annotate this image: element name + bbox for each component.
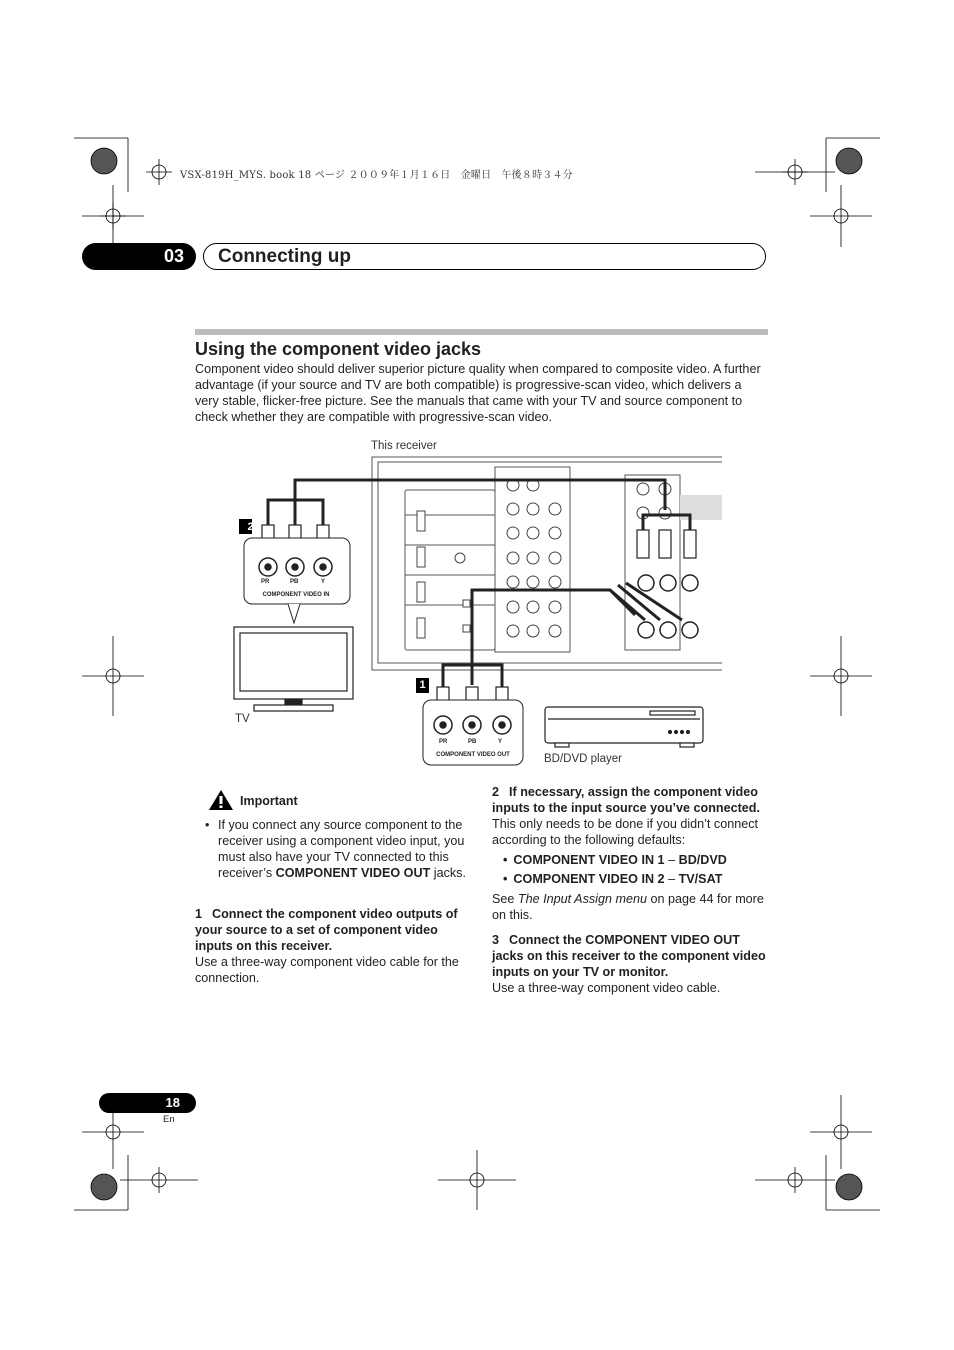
step-3: 3 Connect the COMPONENT VIDEO OUT jacks on this receiver to the component video inputs on your TV or monitor. Use a three-way component video cable. bbox=[492, 933, 766, 995]
language-code: En bbox=[163, 1114, 175, 1125]
see-reference: See The Input Assign menu on page 44 for more on this. bbox=[492, 892, 764, 922]
connection-diagram bbox=[230, 455, 730, 770]
bd-dvd-player bbox=[545, 707, 703, 747]
intro-paragraph: Component video should deliver superior picture quality when compared to composite video. A further advantage (if your source and TV are both compatible) is progressive-scan video, which delivers a very stable, flicker-free picture. See the manuals that came with your TV and source component to check whether they are compatible with progressive-scan video. bbox=[195, 362, 761, 424]
section-bar bbox=[195, 329, 768, 335]
default-input-1: • COMPONENT VIDEO IN 1 – BD/DVD bbox=[503, 853, 727, 867]
player-panel-caption: COMPONENT VIDEO OUT bbox=[436, 752, 510, 758]
important-bullet: • If you connect any source component to the receiver using a component video input, you must also have your TV connected to this receiver’s COMPONENT VIDEO OUT jacks. bbox=[205, 818, 466, 880]
chapter-title: Connecting up bbox=[203, 243, 766, 270]
tv-label: TV bbox=[235, 713, 250, 725]
print-info: VSX-819H_MYS. book 18 ページ ２００９年１月１６日 金曜日 午後８時３４分 bbox=[180, 170, 573, 181]
component-out-jacks bbox=[638, 575, 698, 638]
default-input-2: • COMPONENT VIDEO IN 2 – TV/SAT bbox=[503, 872, 723, 886]
player-label: BD/DVD player bbox=[544, 753, 622, 765]
chapter-number: 03 bbox=[82, 243, 196, 270]
warning-icon bbox=[208, 789, 234, 811]
bullet-dot: • bbox=[205, 818, 210, 832]
callout-player: 1 bbox=[419, 679, 426, 691]
section-title: Using the component video jacks bbox=[195, 339, 482, 359]
step-1: 1 Connect the component video outputs of your source to a set of component video inputs on this receiver. Use a three-way component video cable for the connection. bbox=[195, 907, 459, 985]
callout-tv: 2 bbox=[247, 521, 254, 533]
page-number: 18 bbox=[99, 1093, 196, 1113]
tv-panel-caption: COMPONENT VIDEO IN bbox=[262, 592, 330, 598]
receiver-label: This receiver bbox=[371, 440, 437, 452]
tv-set bbox=[234, 627, 353, 711]
important-title: Important bbox=[240, 794, 298, 808]
step-2: 2 If necessary, assign the component video inputs to the input source you’ve connected. This only needs to be done if you didn’t connect according to the following defaults: bbox=[492, 785, 760, 847]
